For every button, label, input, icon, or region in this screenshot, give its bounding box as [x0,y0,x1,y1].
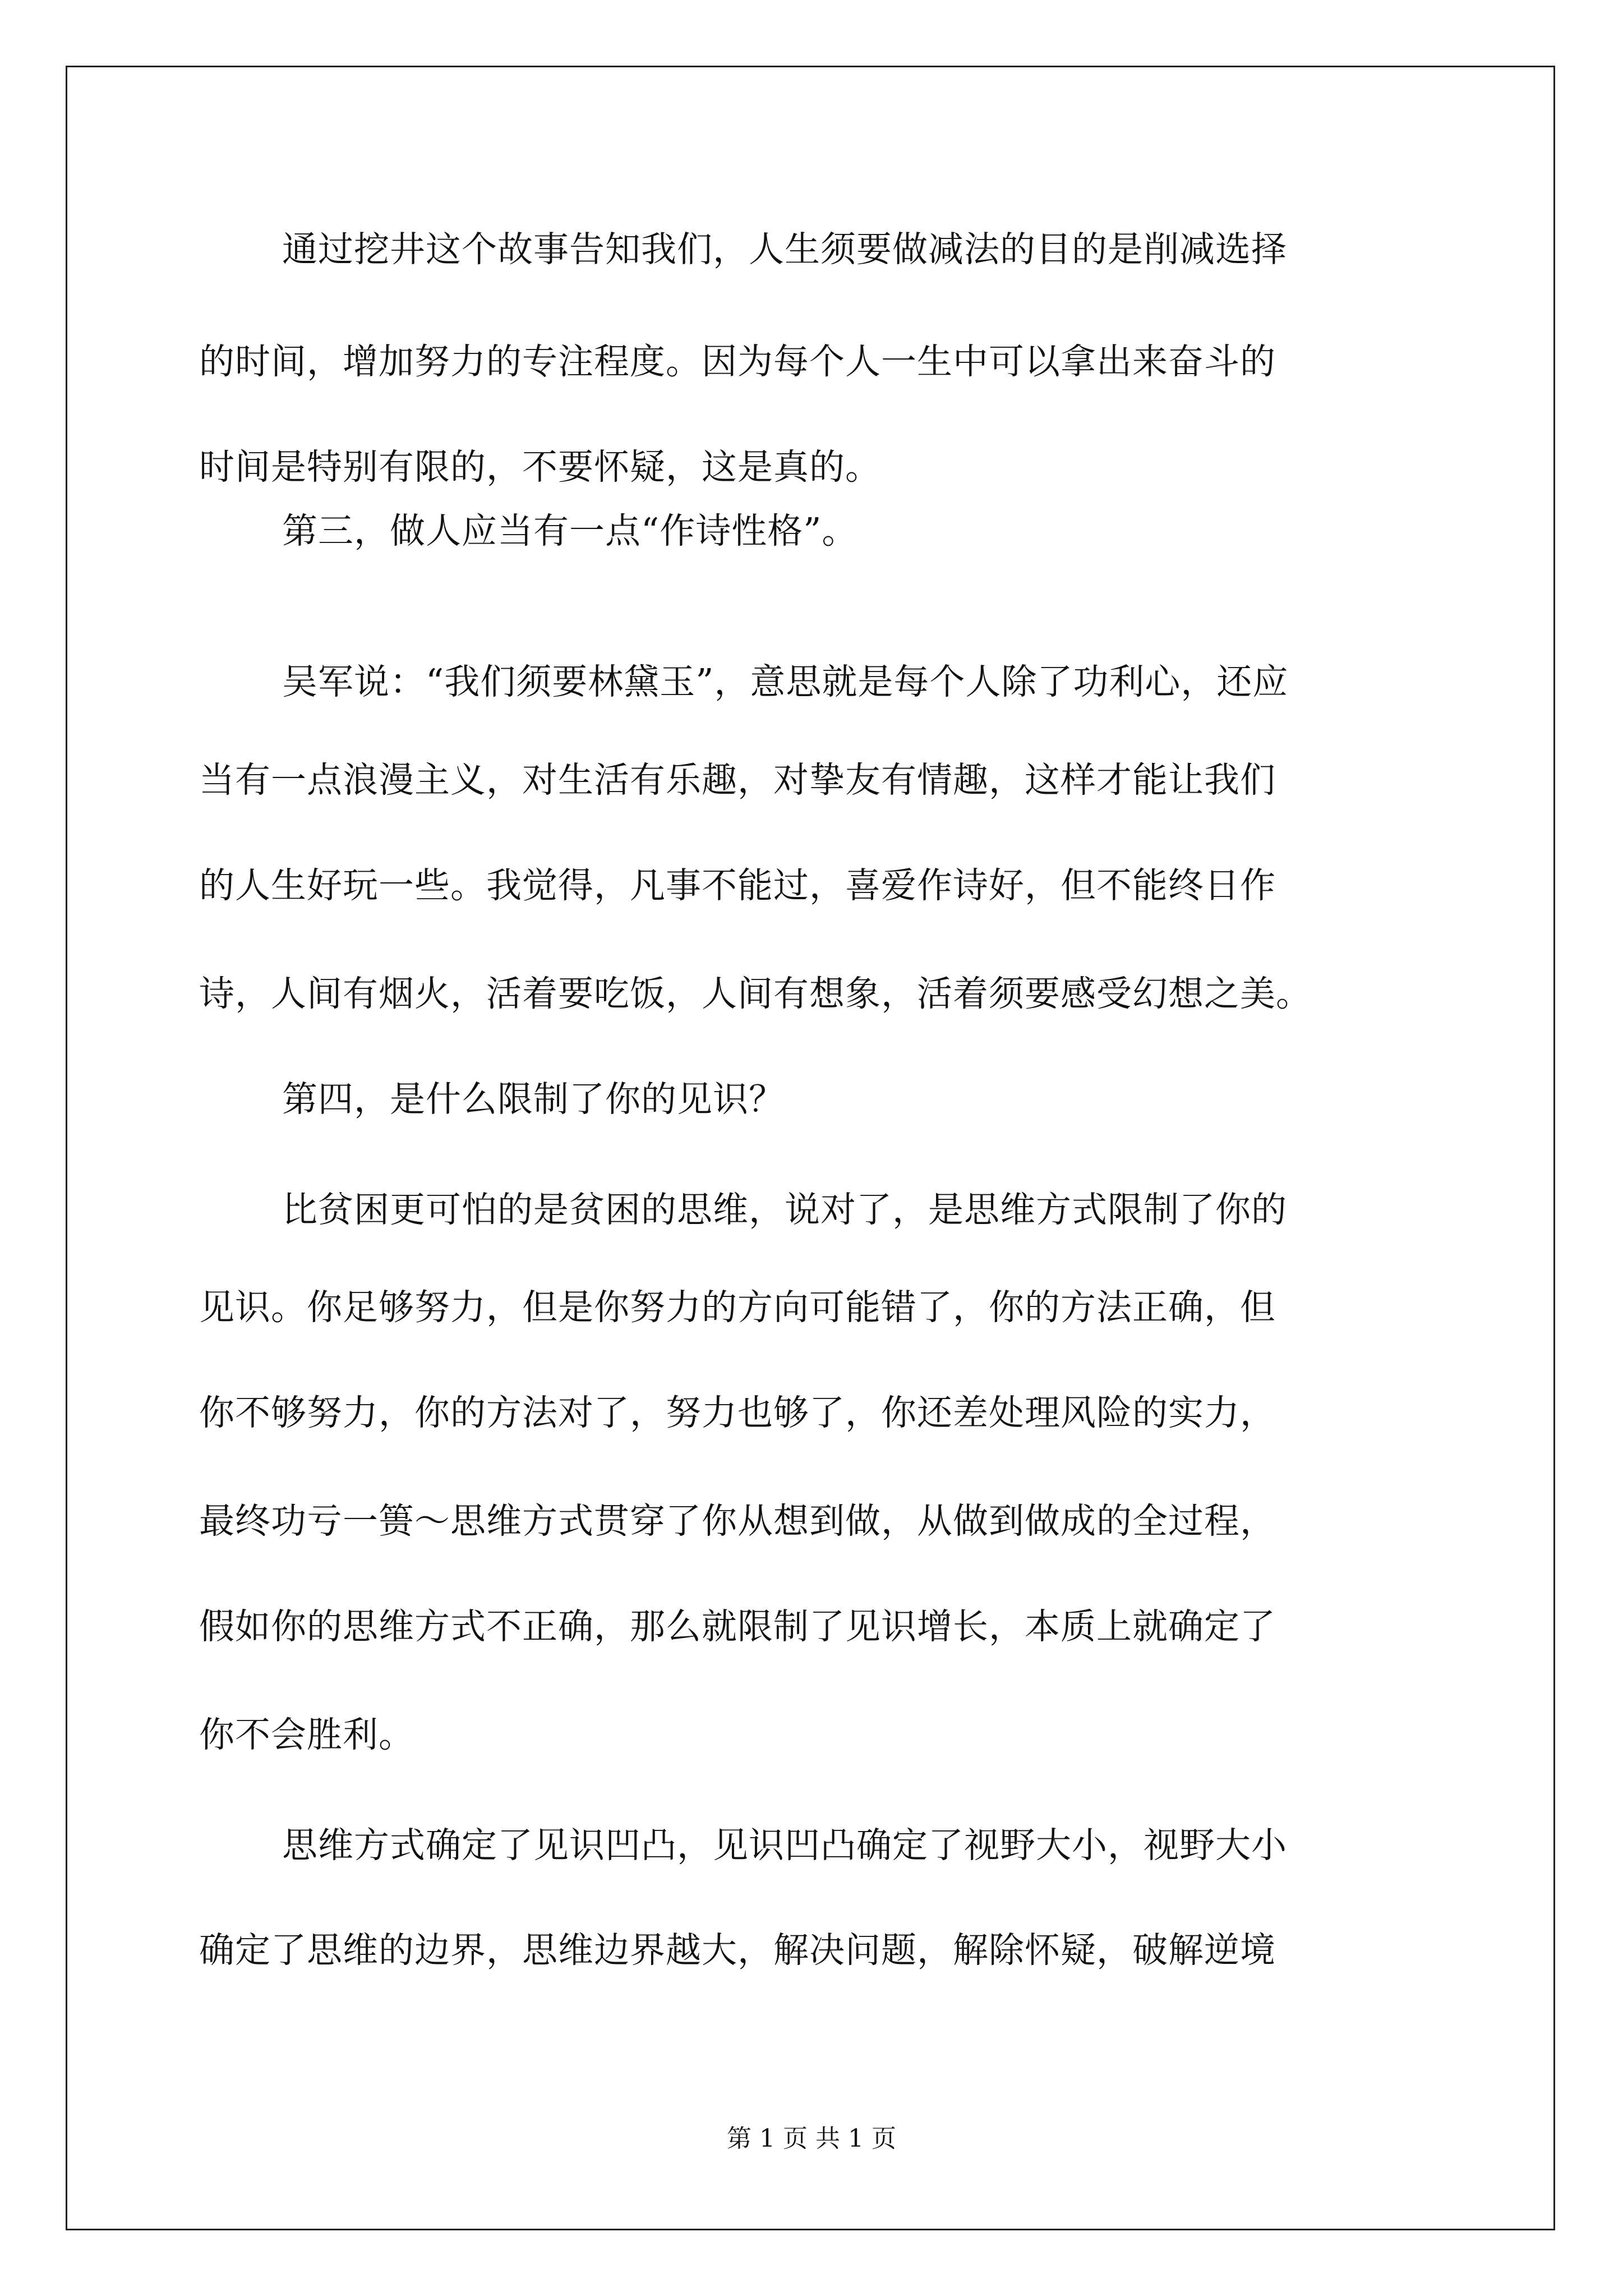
text-line: 第四，是什么限制了你的见识？ [282,1079,785,1120]
text-line: 当有一点浪漫主义，对生活有乐趣，对挚友有情趣，这样才能让我们 [199,760,1276,800]
text-line: 吴军说：“我们须要林黛玉”，意思就是每个人除了功利心，还应 [282,661,1289,702]
text-line: 通过挖井这个故事告知我们，人生须要做减法的目的是削减选择 [282,229,1287,270]
text-line: 确定了思维的边界，思维边界越大，解决问题，解除怀疑，破解逆境 [199,1930,1276,1971]
text-line: 最终功亏一篑～思维方式贯穿了你从想到做，从做到做成的全过程， [199,1501,1276,1542]
page-border [66,66,1555,2230]
text-line: 诗，人间有烟火，活着要吃饭，人间有想象，活着须要感受幻想之美。 [199,973,1312,1014]
text-line: 思维方式确定了见识凹凸，见识凹凸确定了视野大小，视野大小 [282,1825,1287,1866]
text-line: 第三，做人应当有一点“作诗性格”。 [282,510,858,551]
text-line: 的人生好玩一些。我觉得，凡事不能过，喜爱作诗好，但不能终日作 [199,865,1276,906]
text-line: 你不会胜利。 [199,1714,414,1755]
text-line: 的时间，增加努力的专注程度。因为每个人一生中可以拿出来奋斗的 [199,341,1276,382]
text-line: 比贫困更可怕的是贫困的思维，说对了，是思维方式限制了你的 [282,1189,1287,1230]
text-line: 你不够努力，你的方法对了，努力也够了，你还差处理风险的实力， [199,1392,1276,1433]
page-footer: 第 1 页 共 1 页 [727,2124,896,2153]
text-line: 时间是特别有限的，不要怀疑，这是真的。 [199,447,881,487]
text-line: 假如你的思维方式不正确，那么就限制了见识增长，本质上就确定了 [199,1606,1276,1647]
text-line: 见识。你足够努力，但是你努力的方向可能错了，你的方法正确，但 [199,1287,1276,1328]
